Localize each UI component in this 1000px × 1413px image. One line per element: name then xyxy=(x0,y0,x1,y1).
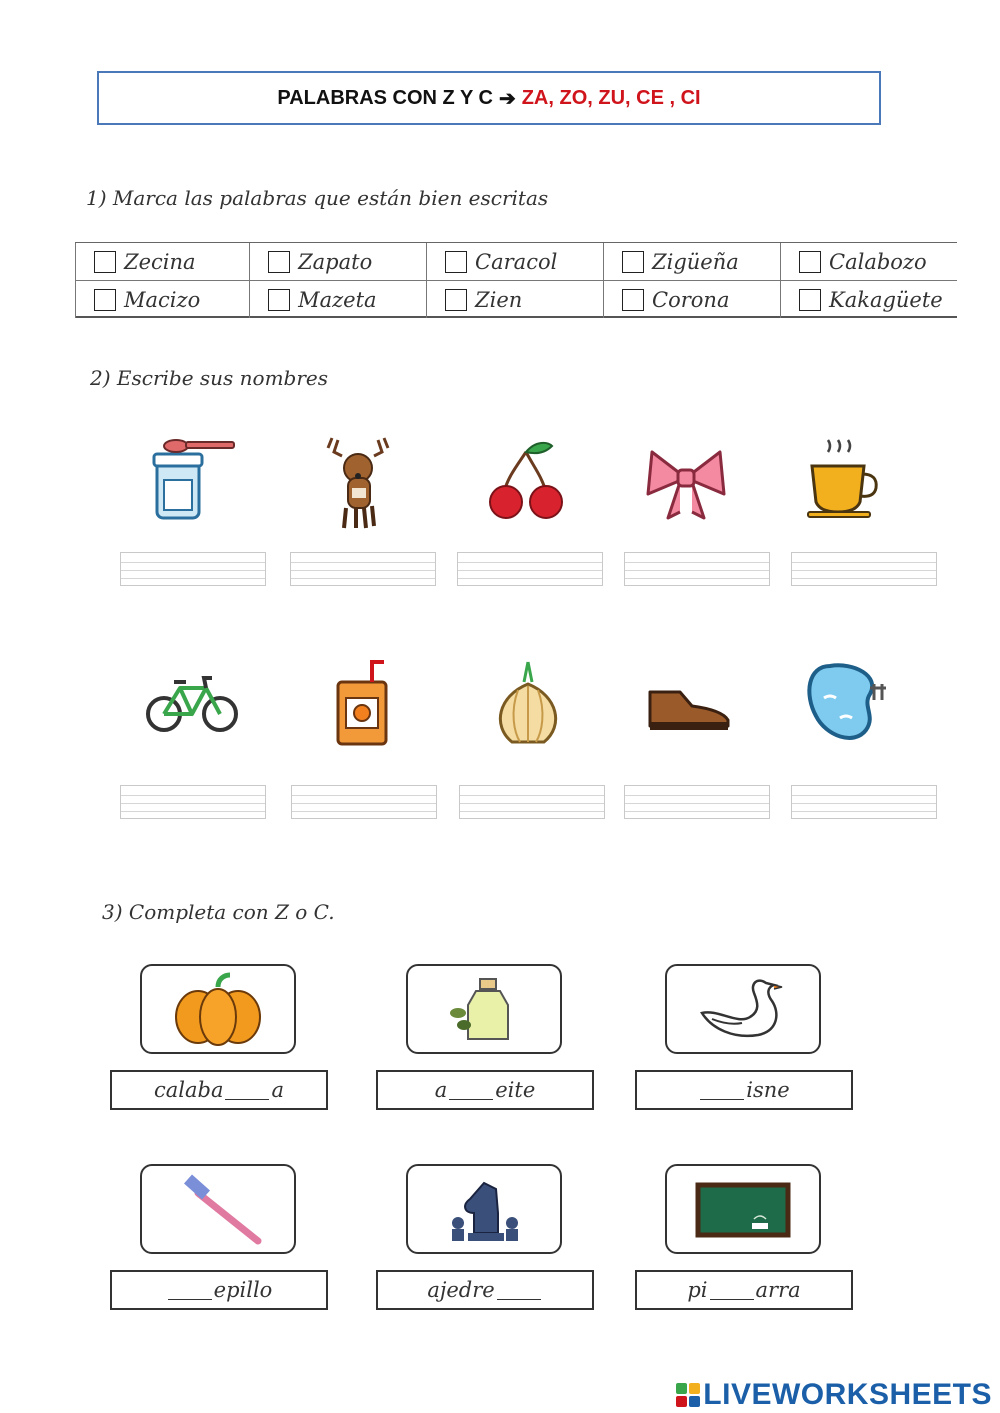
word-end: eite xyxy=(495,1078,536,1102)
juice-box-icon xyxy=(310,656,410,756)
checkbox[interactable] xyxy=(268,251,290,273)
word-start: ajedre xyxy=(427,1278,495,1302)
shoe-icon xyxy=(640,656,740,756)
word-start: a xyxy=(434,1078,448,1102)
blank-input[interactable] xyxy=(710,1281,754,1300)
fill-word-box[interactable] xyxy=(635,1070,853,1110)
table-row xyxy=(75,243,957,280)
word-option[interactable] xyxy=(603,281,780,318)
word-end: arra xyxy=(755,1278,801,1302)
blank-input[interactable] xyxy=(168,1281,212,1300)
checkbox[interactable] xyxy=(268,289,290,311)
word-option[interactable] xyxy=(426,243,603,280)
word-label: Calabozo xyxy=(829,249,927,274)
word-end: isne xyxy=(746,1078,790,1102)
fill-word-box[interactable] xyxy=(376,1070,594,1110)
fill-word-box[interactable] xyxy=(635,1270,853,1310)
oil-bottle-icon xyxy=(434,969,534,1049)
section3-heading: 3) Completa con Z o C. xyxy=(102,900,335,924)
checkbox[interactable] xyxy=(94,251,116,273)
table-row xyxy=(75,280,957,318)
picture-card xyxy=(665,1164,821,1254)
swan-icon xyxy=(688,969,798,1049)
chess-icon xyxy=(434,1169,534,1249)
onion-icon xyxy=(478,656,578,756)
answer-line[interactable] xyxy=(791,785,937,819)
answer-line[interactable] xyxy=(624,785,770,819)
picture-card xyxy=(665,964,821,1054)
answer-line[interactable] xyxy=(624,552,770,586)
picture-card xyxy=(406,964,562,1054)
pumpkin-icon xyxy=(168,969,268,1049)
word-option[interactable] xyxy=(780,243,957,280)
fill-word-box[interactable] xyxy=(110,1270,328,1310)
worksheet-title xyxy=(97,71,881,125)
picture-card xyxy=(140,1164,296,1254)
blank-input[interactable] xyxy=(497,1281,541,1300)
checkbox[interactable] xyxy=(94,289,116,311)
word-start: calaba xyxy=(153,1078,224,1102)
blank-input[interactable] xyxy=(225,1081,269,1100)
answer-line[interactable] xyxy=(459,785,605,819)
word-label: Zecina xyxy=(124,249,196,274)
sugar-jar-icon xyxy=(142,432,242,532)
toothbrush-icon xyxy=(158,1169,278,1249)
word-label: Zien xyxy=(475,287,523,312)
word-end: epillo xyxy=(213,1278,273,1302)
word-option[interactable] xyxy=(603,243,780,280)
answer-line[interactable] xyxy=(457,552,603,586)
blackboard-icon xyxy=(688,1169,798,1249)
answer-line[interactable] xyxy=(120,552,266,586)
word-table xyxy=(75,242,957,318)
picture-card xyxy=(140,964,296,1054)
word-option[interactable] xyxy=(249,281,426,318)
blank-input[interactable] xyxy=(449,1081,493,1100)
brand-name: LIVEWORKSHEETS xyxy=(703,1378,992,1411)
brand-logo-icon xyxy=(676,1383,700,1407)
title-syllables: ZA, ZO, ZU, CE , CI xyxy=(521,86,701,109)
word-option[interactable] xyxy=(780,281,957,318)
section1-heading: 1) Marca las palabras que están bien escritas xyxy=(86,186,549,210)
title-main: PALABRAS CON Z Y C xyxy=(277,86,493,109)
word-label: Corona xyxy=(652,287,730,312)
answer-line[interactable] xyxy=(291,785,437,819)
answer-line[interactable] xyxy=(290,552,436,586)
checkbox[interactable] xyxy=(445,289,467,311)
word-label: Mazeta xyxy=(298,287,377,312)
word-start: pi xyxy=(687,1278,708,1302)
word-label: Macizo xyxy=(124,287,201,312)
checkbox[interactable] xyxy=(799,251,821,273)
word-option[interactable] xyxy=(75,243,249,280)
word-option[interactable] xyxy=(426,281,603,318)
word-label: Kakagüete xyxy=(829,287,943,312)
fill-word-box[interactable] xyxy=(376,1270,594,1310)
deer-icon xyxy=(308,432,408,532)
pool-icon xyxy=(800,654,900,754)
fill-word-box[interactable] xyxy=(110,1070,328,1110)
checkbox[interactable] xyxy=(622,289,644,311)
answer-line[interactable] xyxy=(120,785,266,819)
coffee-cup-icon xyxy=(800,432,900,532)
checkbox[interactable] xyxy=(799,289,821,311)
word-option[interactable] xyxy=(249,243,426,280)
word-label: Caracol xyxy=(475,249,558,274)
bicycle-icon xyxy=(142,656,242,756)
picture-card xyxy=(406,1164,562,1254)
liveworksheets-logo xyxy=(676,1378,992,1412)
word-end: a xyxy=(271,1078,284,1102)
answer-line[interactable] xyxy=(791,552,937,586)
word-label: Zapato xyxy=(298,249,373,274)
cherries-icon xyxy=(476,432,576,532)
section2-heading: 2) Escribe sus nombres xyxy=(90,366,329,390)
blank-input[interactable] xyxy=(700,1081,744,1100)
word-label: Zigüeña xyxy=(652,249,739,274)
bow-icon xyxy=(636,432,736,532)
checkbox[interactable] xyxy=(622,251,644,273)
arrow-icon: ➔ xyxy=(498,87,516,110)
word-option[interactable] xyxy=(75,281,249,318)
checkbox[interactable] xyxy=(445,251,467,273)
